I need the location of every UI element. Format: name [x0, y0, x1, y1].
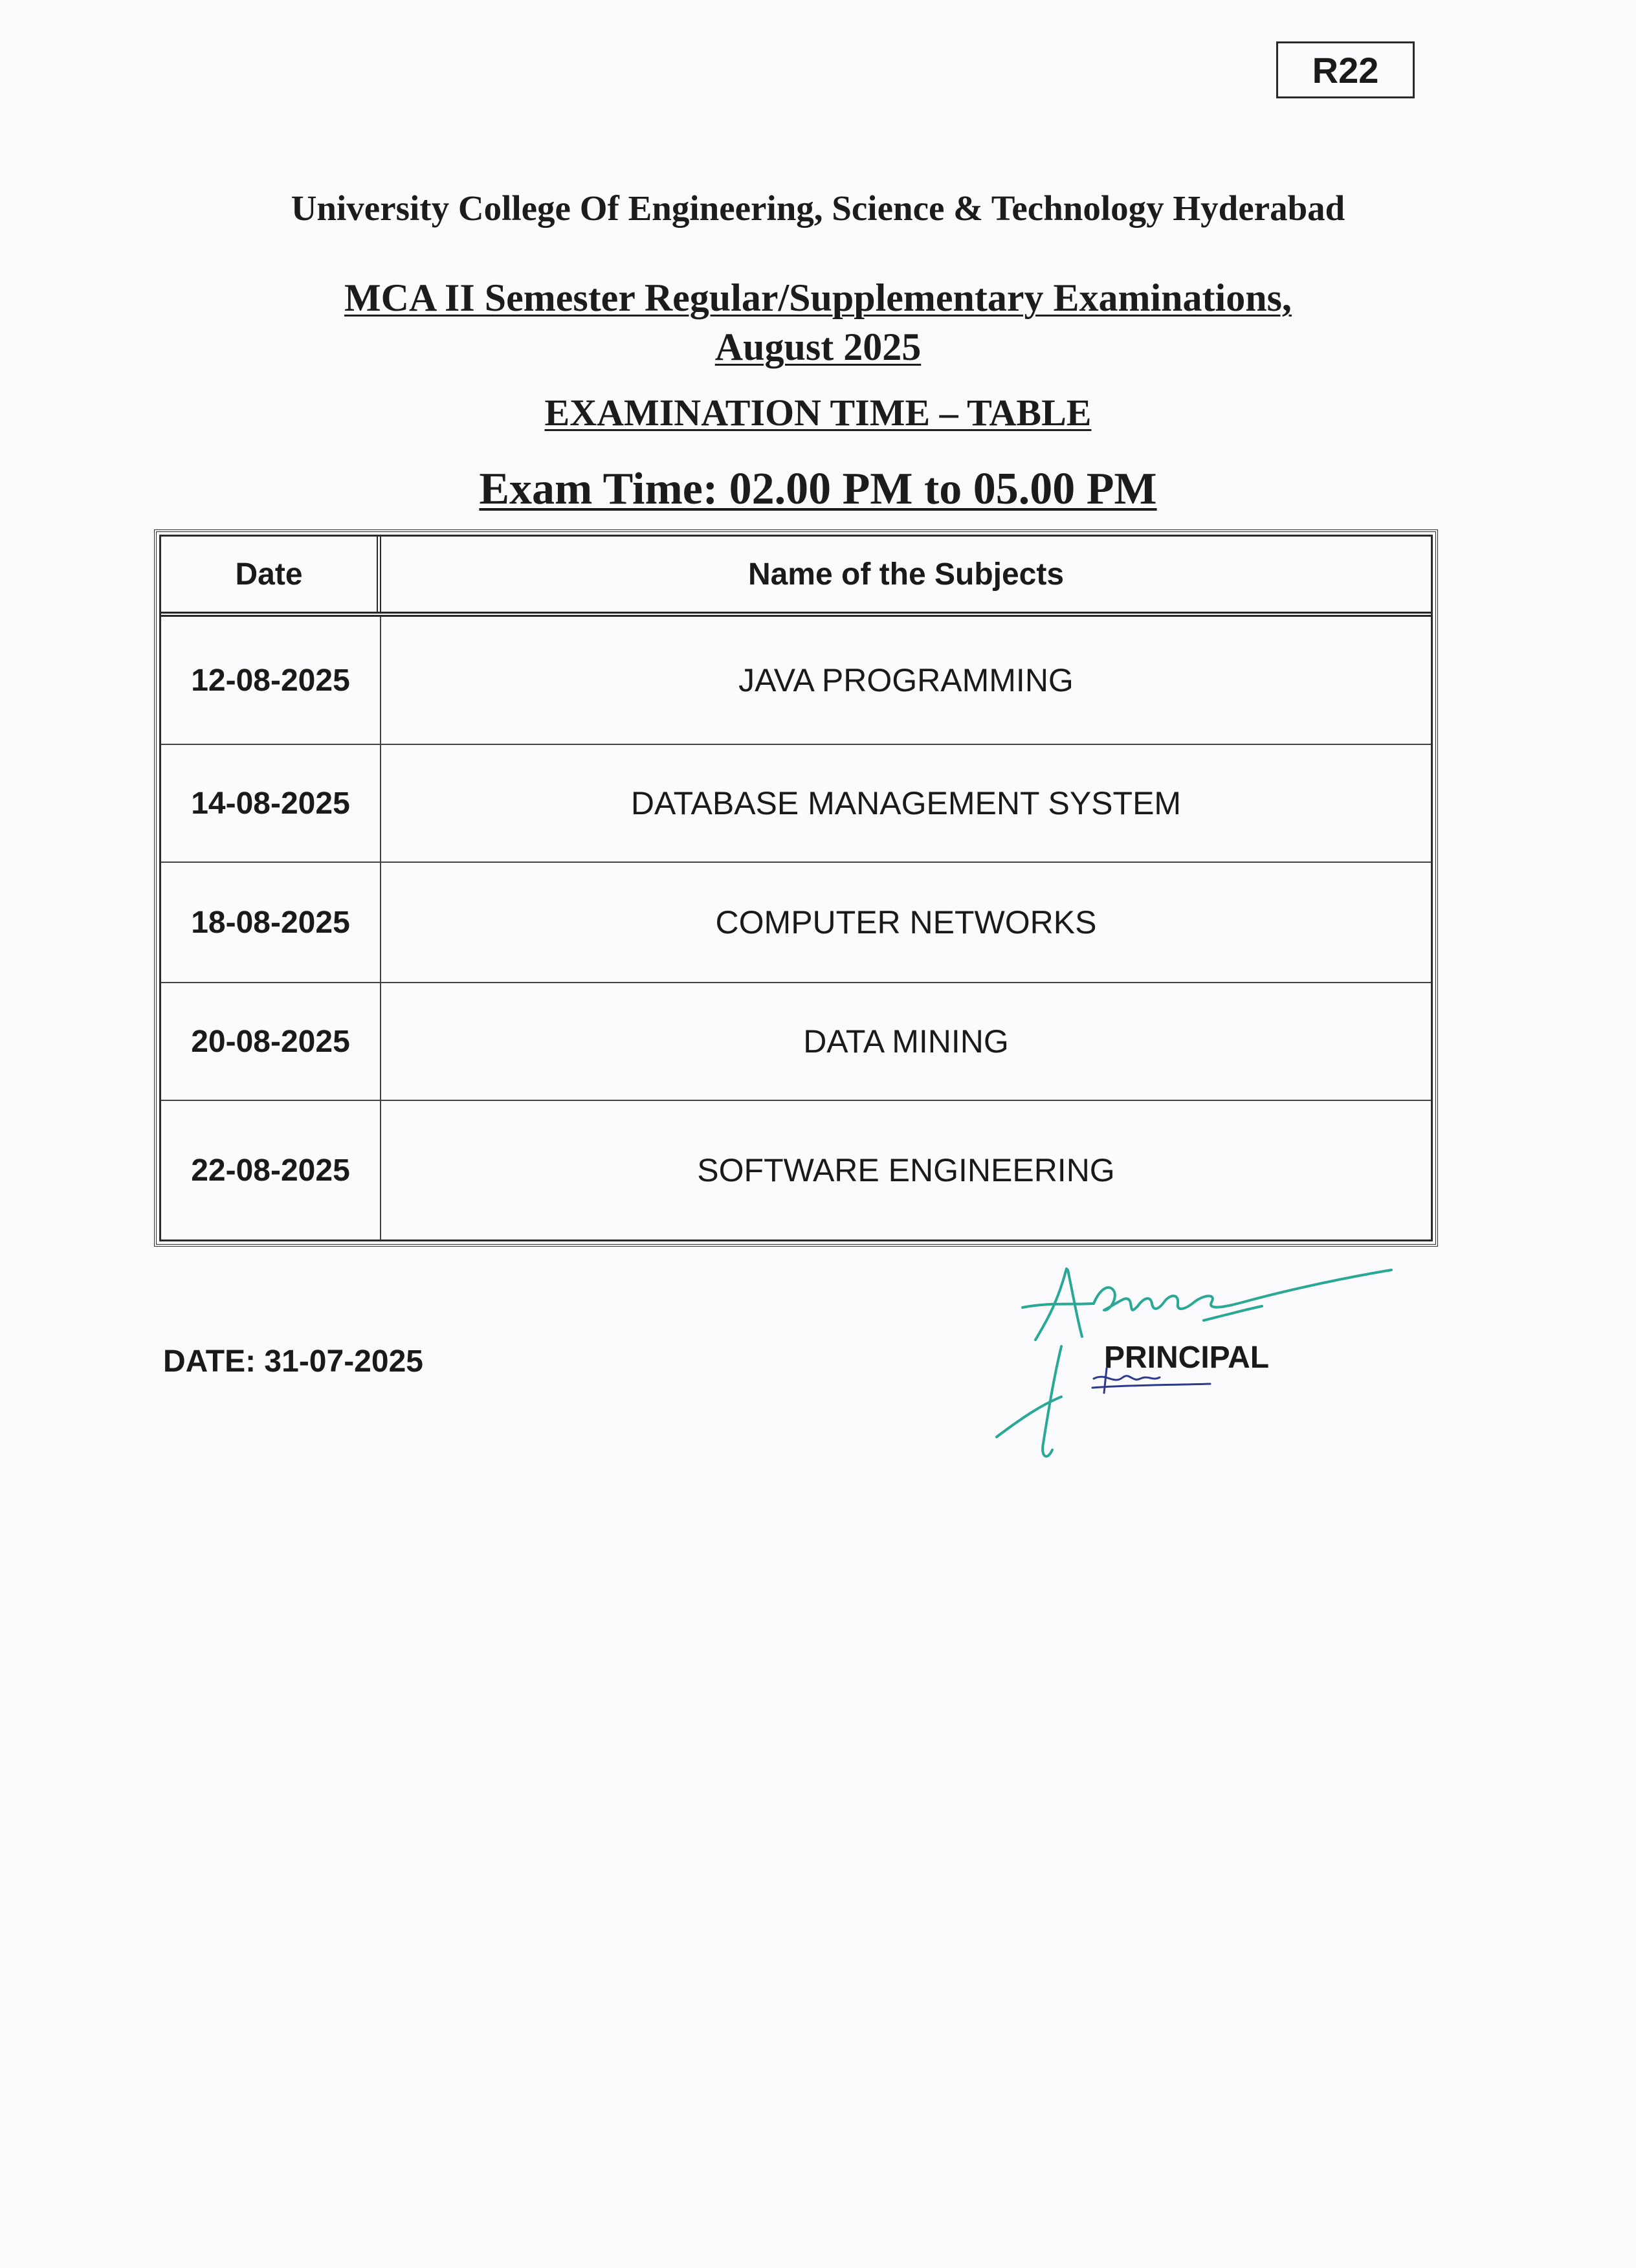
- table-row: [161, 863, 1431, 983]
- timetable-body: [159, 535, 1433, 1241]
- header-subject: Name of the Subjects: [747, 557, 1065, 592]
- row-date: 20-08-2025: [161, 983, 381, 1100]
- table-row: [161, 745, 1431, 863]
- row-date: 18-08-2025: [161, 863, 381, 982]
- header-date: Date: [161, 537, 381, 612]
- principal-label: PRINCIPAL: [1104, 1340, 1270, 1375]
- institution-name: University College Of Engineering, Science & Technology Hyderabad: [291, 188, 1345, 228]
- exam-time: Exam Time: 02.00 PM to 05.00 PM: [479, 464, 1157, 514]
- row-subject: DATA MINING: [803, 1023, 1009, 1060]
- row-subject: SOFTWARE ENGINEERING: [697, 1152, 1115, 1188]
- issue-date: DATE: 31-07-2025: [163, 1344, 423, 1379]
- exam-title-line-2: August 2025: [714, 326, 922, 368]
- table-header-row: [161, 537, 1431, 617]
- table-row: [161, 617, 1431, 745]
- row-subject: JAVA PROGRAMMING: [738, 662, 1074, 698]
- row-subject: COMPUTER NETWORKS: [715, 904, 1097, 940]
- regulation-code-box: R22: [1276, 41, 1415, 98]
- row-date: 12-08-2025: [161, 617, 381, 744]
- table-row: [161, 1101, 1431, 1240]
- exam-title: [0, 273, 1636, 372]
- row-date: 14-08-2025: [161, 745, 381, 862]
- table-row: [161, 983, 1431, 1101]
- principal-initials: [1087, 1359, 1217, 1398]
- exam-timetable: [154, 529, 1438, 1247]
- row-date: 22-08-2025: [161, 1101, 381, 1240]
- exam-title-line-1: MCA II Semester Regular/Supplementary Examinations,: [344, 276, 1292, 319]
- timetable-heading: EXAMINATION TIME – TABLE: [544, 392, 1092, 434]
- row-subject: DATABASE MANAGEMENT SYSTEM: [630, 785, 1182, 821]
